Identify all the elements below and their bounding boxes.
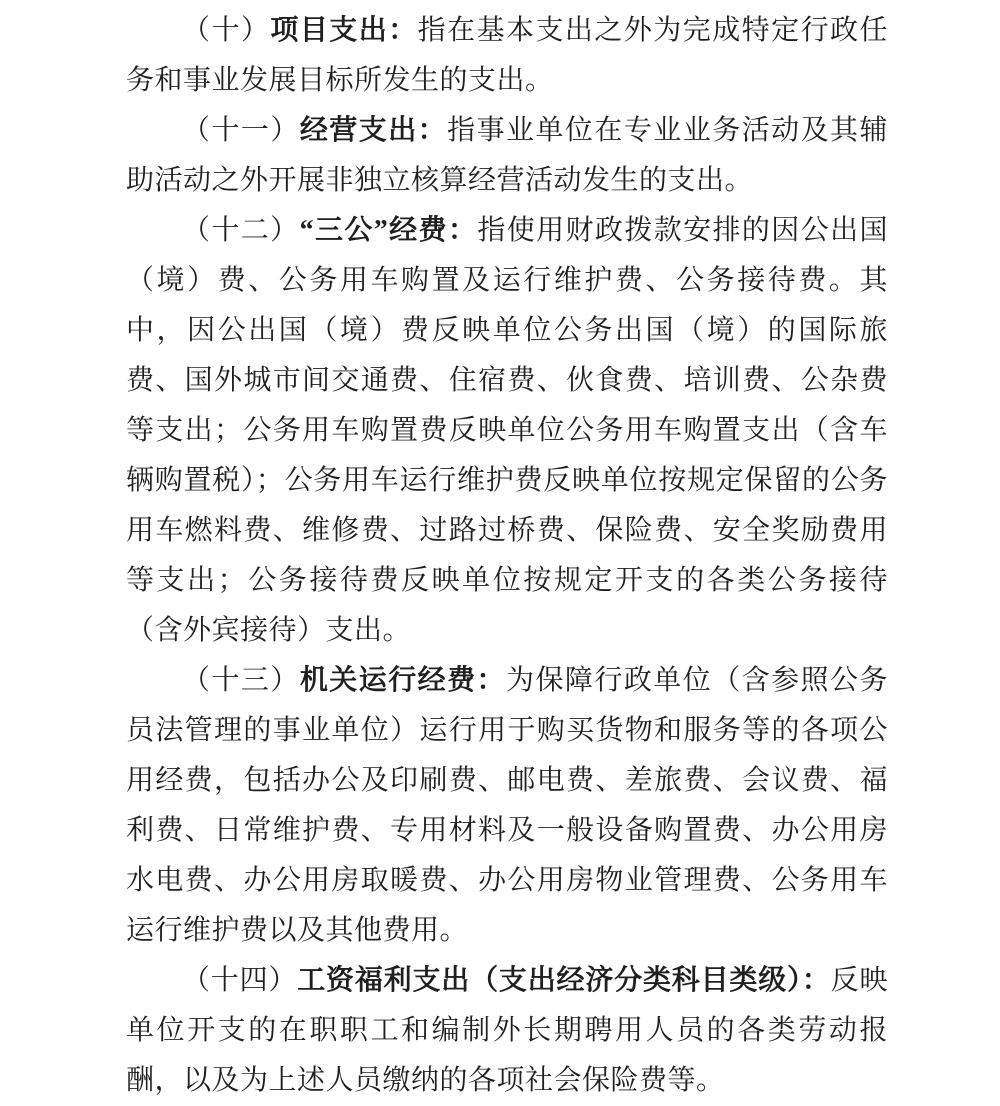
term-label: 工资福利支出（支出经济分类科目类级）：	[297, 965, 831, 996]
definition-text: 反映单位开支的在职职工和编制外长期聘用人员的各类劳动报酬，以及为上述人员缴纳的各项社会保险费等。	[126, 965, 888, 1096]
term-label: 项目支出：	[270, 15, 418, 46]
definition-paragraph-11	[126, 106, 888, 206]
term-label: 经营支出：	[299, 115, 448, 146]
term-label: 机关运行经费：	[299, 665, 507, 696]
definition-paragraph-14	[126, 956, 888, 1106]
item-number: （十）	[182, 15, 271, 46]
definition-paragraph-10	[126, 6, 888, 106]
definition-text: 为保障行政单位（含参照公务员法管理的事业单位）运行用于购买货物和服务等的各项公用经费，包括办公及印刷费、邮电费、差旅费、会议费、福利费、日常维护费、专用材料及一般设备购置费、办公用房水电费、办公用房取暖费、办公用房物业管理费、公务用车运行维护费以及其他费用。	[126, 665, 888, 946]
definition-text: 指在基本支出之外为完成特定行政任务和事业发展目标所发生的支出。	[126, 15, 888, 96]
item-number: （十二）	[182, 215, 300, 246]
term-label: “三公”经费：	[299, 215, 478, 246]
definition-paragraph-13	[126, 656, 888, 956]
definition-text: 指使用财政拨款安排的因公出国（境）费、公务用车购置及运行维护费、公务接待费。其中，因公出国（境）费反映单位公务出国（境）的国际旅费、国外城市间交通费、住宿费、伙食费、培训费、公杂费等支出；公务用车购置费反映单位公务用车购置支出（含车辆购置税）；公务用车运行维护费反映单位按规定保留的公务用车燃料费、维修费、过路过桥费、保险费、安全奖励费用等支出；公务接待费反映单位按规定开支的各类公务接待（含外宾接待）支出。	[126, 215, 888, 646]
definition-paragraph-12	[126, 206, 888, 656]
item-number: （十四）	[182, 965, 298, 996]
item-number: （十一）	[182, 115, 300, 146]
definition-text: 指事业单位在专业业务活动及其辅助活动之外开展非独立核算经营活动发生的支出。	[126, 115, 888, 196]
item-number: （十三）	[182, 665, 300, 696]
